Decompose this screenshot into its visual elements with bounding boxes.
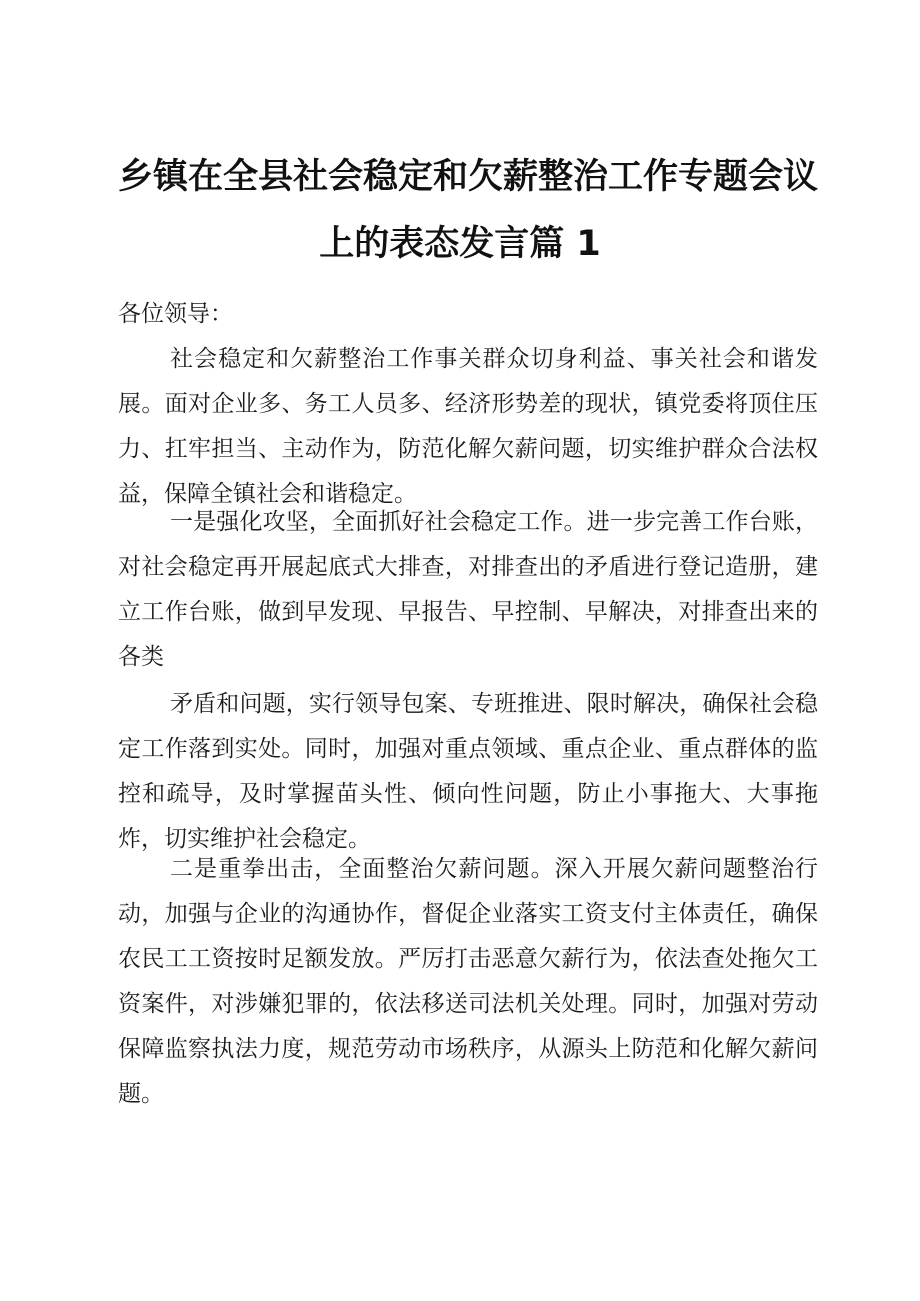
paragraph-stability-continued: 矛盾和问题，实行领导包案、专班推进、限时解决，确保社会稳定工作落到实处。同时，加强对重点领域、重点企业、重点群体的监控和疏导，及时掌握苗头性、倾向性问题，防止小事拖大、大事拖炸，切实维护社会稳定。 <box>118 691 818 852</box>
paragraph-stability-work: 一是强化攻坚，全面抓好社会稳定工作。进一步完善工作台账，对社会稳定再开展起底式大排查，对排查出的矛盾进行登记造册，建立工作台账，做到早发现、早报告、早控制、早解决，对排查出来的各类 <box>118 509 818 670</box>
document-title-line-2: 上的表态发言篇 1 <box>319 224 601 264</box>
salutation: 各位领导： <box>118 301 233 327</box>
paragraph-wage-arrears: 二是重拳出击，全面整治欠薪问题。深入开展欠薪问题整治行动，加强与企业的沟通协作，督促企业落实工资支付主体责任，确保农民工工资按时足额发放。严厉打击恶意欠薪行为，依法查处拖欠工资案件，对涉嫌犯罪的，依法移送司法机关处理。同时，加强对劳动保障监察执法力度，规范劳动市场秩序，从源头上防范和化解欠薪问题。 <box>118 856 818 1107</box>
document-title-line-1: 乡镇在全县社会稳定和欠薪整治工作专题会议 <box>118 157 819 197</box>
paragraph-intro: 社会稳定和欠薪整治工作事关群众切身利益、事关社会和谐发展。面对企业多、务工人员多、经济形势差的现状，镇党委将顶住压力、扛牢担当、主动作为，防范化解欠薪问题，切实维护群众合法权益，保障全镇社会和谐稳定。 <box>118 346 818 507</box>
